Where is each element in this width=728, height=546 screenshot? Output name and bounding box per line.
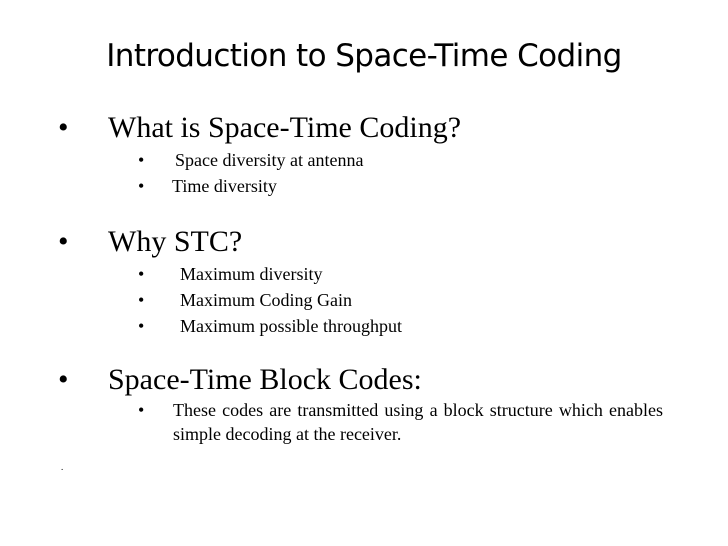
bullet-dot: • — [58, 363, 69, 396]
bullet-dot: • — [58, 225, 69, 258]
sub-bullet-text: Maximum possible throughput — [180, 316, 402, 336]
bullet-dot: • — [58, 111, 69, 144]
bullet-heading: Space-Time Block Codes: — [108, 363, 422, 396]
sub-bullet-text: Time diversity — [172, 176, 277, 196]
bullet-heading: Why STC? — [108, 225, 243, 258]
footnote-mark: . — [61, 462, 64, 472]
sub-bullet-dot: • — [138, 176, 145, 196]
sub-bullet-text: Space diversity at antenna — [175, 150, 364, 170]
sub-bullet-text: Maximum diversity — [180, 264, 323, 284]
sub-bullet-dot: • — [138, 400, 145, 420]
sub-bullet-dot: • — [138, 150, 145, 170]
sub-bullet-dot: • — [138, 316, 145, 336]
sub-bullet-dot: • — [138, 264, 145, 284]
sub-bullet-text: Maximum Coding Gain — [180, 290, 352, 310]
slide-title: Introduction to Space-Time Coding — [106, 38, 622, 74]
sub-bullet-dot: • — [138, 290, 145, 310]
bullet-heading: What is Space-Time Coding? — [108, 111, 462, 144]
sub-bullet-stbc-description: These codes are transmitted using a block structure which enables simple decoding at the receiver. — [173, 400, 663, 444]
